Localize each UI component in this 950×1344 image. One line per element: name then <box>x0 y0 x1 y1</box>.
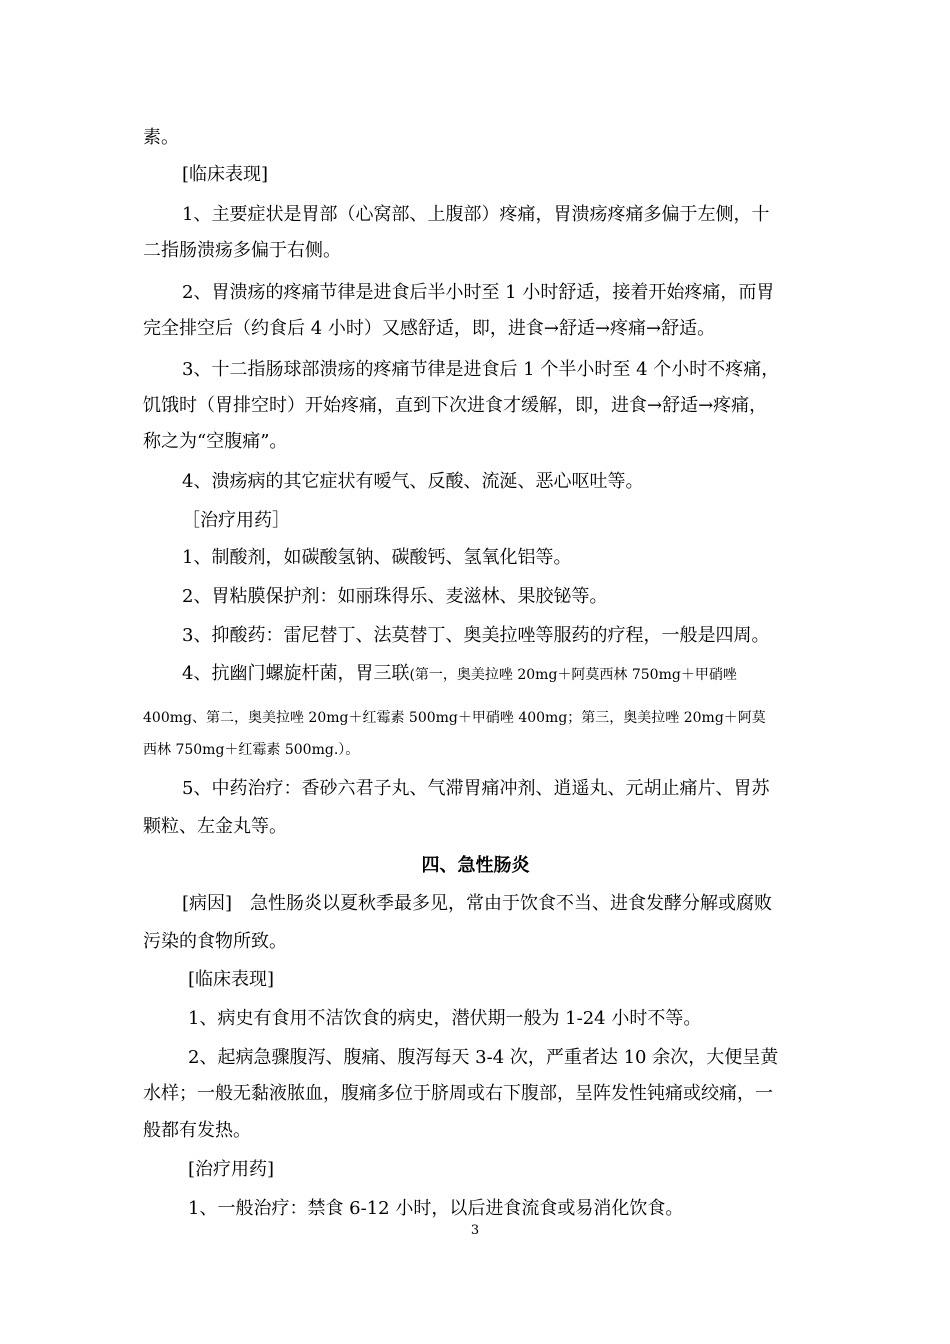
text-line: 般都有发热。 <box>143 1120 251 1141</box>
text-line: 2、胃溃疡的疼痛节律是进食后半小时至 1 小时舒适，接着开始疼痛，而胃 <box>182 282 775 303</box>
text-line: 颗粒、左金丸等。 <box>143 816 287 837</box>
text-line: 3、十二指肠球部溃疡的疼痛节律是进食后 1 个半小时至 4 个小时不疼痛， <box>182 359 780 380</box>
text-line: 1、制酸剂，如碳酸氢钠、碳酸钙、氢氧化铝等。 <box>182 547 572 568</box>
text-line <box>182 661 808 688</box>
text-line: 完全排空后（约食后 4 小时）又感舒适，即，进食→舒适→疼痛→舒适。 <box>143 318 716 339</box>
section-label-treatment: [治疗用药] <box>188 1159 275 1180</box>
text-line: 5、中药治疗：香砂六君子丸、气滞胃痛冲剂、逍遥丸、元胡止痛片、胃苏 <box>182 778 770 799</box>
text-line: 称之为“空腹痛”。 <box>143 431 288 452</box>
text-line-small: 400mg、第二，奥美拉唑 20mg＋红霉素 500mg＋甲硝唑 400mg；第三，奥美拉唑 20mg＋阿莫 <box>143 710 766 726</box>
text-line: 2、起病急骤腹泻、腹痛、腹泻每天 3-4 次，严重者达 10 余次，大便呈黄 <box>188 1047 779 1068</box>
text-line: 饥饿时（胃排空时）开始疼痛，直到下次进食才缓解，即，进食→舒适→疼痛， <box>143 395 768 416</box>
text-span: 4、抗幽门螺旋杆菌，胃三联 <box>182 663 410 684</box>
section-heading: 四、急性肠炎 <box>421 855 530 876</box>
text-line: 3、抑酸药：雷尼替丁、法莫替丁、奥美拉唑等服药的疗程，一般是四周。 <box>182 625 770 646</box>
text-line: 素。 <box>143 127 179 148</box>
section-label-clinical: [临床表现] <box>188 969 275 990</box>
text-line: 1、主要症状是胃部（心窝部、上腹部）疼痛，胃溃疡疼痛多偏于左侧，十 <box>182 204 770 225</box>
text-line: 1、一般治疗：禁食 6-12 小时，以后进食流食或易消化饮食。 <box>188 1198 684 1219</box>
page-number: 3 <box>470 1223 480 1238</box>
text-line: 水样；一般无黏液脓血，腹痛多位于脐周或右下腹部，呈阵发性钝痛或绞痛，一 <box>143 1083 773 1104</box>
text-line: 4、溃疡病的其它症状有嗳气、反酸、流涎、恶心呕吐等。 <box>182 471 644 492</box>
text-line: 2、胃粘膜保护剂：如丽珠得乐、麦滋林、果胶铋等。 <box>182 586 608 607</box>
text-span-small: (第一，奥美拉唑 20mg＋阿莫西林 750mg＋甲硝唑 <box>409 667 737 683</box>
section-label-clinical: [临床表现] <box>182 164 269 185</box>
text-line: 二指肠溃疡多偏于右侧。 <box>143 240 341 261</box>
text-line: [病因] 急性肠炎以夏秋季最多见，常由于饮食不当、进食发酵分解或腐败 <box>182 893 773 914</box>
section-label-treatment: ［治疗用药］ <box>182 510 290 531</box>
text-line: 1、病史有食用不洁饮食的病史，潜伏期一般为 1-24 小时不等。 <box>188 1008 702 1029</box>
text-line: 污染的食物所致。 <box>143 931 287 952</box>
text-line-small: 西林 750mg＋红霉素 500mg.）。 <box>143 742 360 758</box>
